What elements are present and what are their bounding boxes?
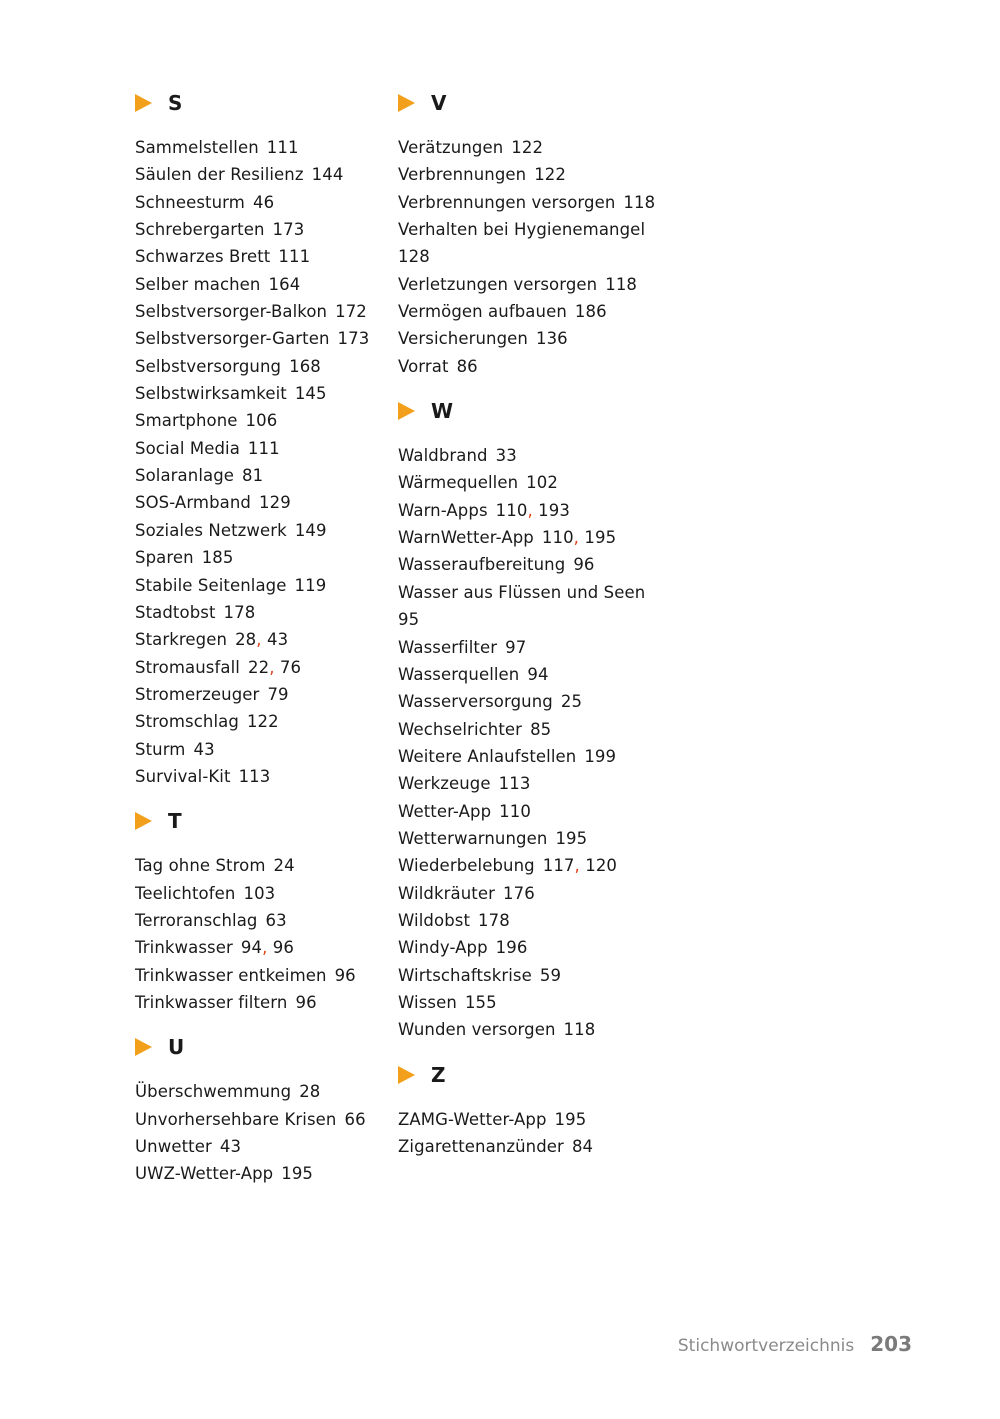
index-term: Sturm bbox=[135, 739, 186, 759]
index-entry bbox=[135, 907, 385, 934]
index-term: Überschwemmung bbox=[135, 1082, 292, 1102]
index-entry bbox=[135, 708, 385, 735]
section-heading-s bbox=[135, 88, 385, 118]
index-entry bbox=[398, 216, 668, 271]
index-page-ref: 111 bbox=[247, 438, 280, 458]
section-gap bbox=[135, 790, 385, 806]
index-entry bbox=[398, 989, 668, 1016]
section-letter: V bbox=[431, 91, 447, 115]
index-term: Trinkwasser filtern bbox=[135, 992, 288, 1012]
index-page-ref: 173 bbox=[337, 329, 370, 349]
index-page-ref: 96 bbox=[334, 965, 356, 985]
index-term: Selber machen bbox=[135, 274, 261, 294]
index-entry bbox=[135, 736, 385, 763]
index-page-ref: 94 bbox=[240, 938, 263, 958]
index-page-ref: 111 bbox=[278, 247, 311, 267]
index-term: Wetterwarnungen bbox=[398, 828, 548, 848]
index-term: Stabile Seitenlage bbox=[135, 575, 287, 595]
section-heading-t bbox=[135, 806, 385, 836]
index-term: Wildkräuter bbox=[398, 883, 496, 903]
index-page-ref: 118 bbox=[563, 1020, 596, 1040]
index-page-ref: 66 bbox=[344, 1109, 366, 1129]
index-term: Windy-App bbox=[398, 938, 488, 958]
footer-section-label: Stichwortverzeichnis bbox=[677, 1336, 855, 1356]
section-heading-v bbox=[398, 88, 668, 118]
index-entry bbox=[398, 716, 668, 743]
index-entry bbox=[135, 243, 385, 270]
index-entry bbox=[398, 798, 668, 825]
index-page-ref: 86 bbox=[456, 356, 478, 376]
index-page-ref: 185 bbox=[201, 548, 234, 568]
index-page-ref: 28 bbox=[299, 1082, 321, 1102]
index-term: Trinkwasser entkeimen bbox=[135, 965, 327, 985]
index-term: Smartphone bbox=[135, 411, 238, 431]
section-letter: Z bbox=[431, 1062, 446, 1087]
index-page-ref: 129 bbox=[259, 493, 291, 513]
index-page-ref: 43 bbox=[266, 630, 289, 650]
play-triangle-icon bbox=[135, 812, 152, 830]
index-entry bbox=[135, 216, 385, 243]
index-entry bbox=[135, 435, 385, 462]
index-term: Stromschlag bbox=[135, 712, 239, 732]
index-entry bbox=[398, 551, 668, 578]
index-term: SOS-Armband bbox=[135, 493, 251, 513]
section-heading-u bbox=[135, 1032, 385, 1062]
section-heading-z bbox=[398, 1060, 668, 1090]
index-entry bbox=[398, 469, 668, 496]
index-entry bbox=[135, 544, 385, 571]
index-term: Schwarzes Brett bbox=[135, 247, 271, 267]
index-page-ref: 96 bbox=[272, 938, 294, 958]
index-entry bbox=[135, 325, 385, 352]
index-entry bbox=[398, 688, 668, 715]
index-entry bbox=[398, 1016, 668, 1043]
index-page-ref: 178 bbox=[478, 910, 510, 930]
index-term: Sparen bbox=[135, 548, 194, 568]
index-term: Werkzeuge bbox=[398, 774, 491, 794]
page-number: 203 bbox=[870, 1332, 912, 1356]
index-entry bbox=[135, 572, 385, 599]
index-term: Zigarettenanzünder bbox=[398, 1137, 564, 1156]
index-page-ref: 110 bbox=[499, 801, 531, 821]
index-entry bbox=[135, 852, 385, 879]
index-term: Wasser aus Flüssen und Seen bbox=[398, 582, 646, 602]
index-entry bbox=[398, 298, 668, 325]
index-entry bbox=[135, 134, 385, 161]
index-entry bbox=[135, 880, 385, 907]
index-page-ref: 149 bbox=[294, 520, 327, 540]
index-term: Wasseraufbereitung bbox=[398, 555, 566, 575]
index-page-ref: 196 bbox=[495, 938, 528, 958]
index-page-ref: 193 bbox=[538, 500, 570, 520]
index-entry bbox=[398, 325, 668, 352]
index-term: Tag ohne Strom bbox=[135, 856, 266, 876]
index-term: Verätzungen bbox=[398, 138, 504, 157]
index-page-ref: 106 bbox=[245, 411, 278, 431]
play-triangle-icon bbox=[398, 1066, 415, 1084]
index-page-ref: 176 bbox=[503, 883, 535, 903]
index-term: Wechselrichter bbox=[398, 719, 523, 739]
index-term: ZAMG-Wetter-App bbox=[398, 1109, 547, 1129]
index-page-ref: 33 bbox=[495, 446, 517, 466]
index-page-ref: 46 bbox=[252, 192, 275, 212]
section-letter: U bbox=[168, 1035, 185, 1060]
index-page-ref: 128 bbox=[398, 247, 430, 267]
index-page-ref: 84 bbox=[571, 1137, 594, 1156]
index-term: Vermögen aufbauen bbox=[398, 302, 567, 322]
index-term: Wirtschaftskrise bbox=[398, 965, 532, 985]
index-page-ref: 96 bbox=[295, 992, 317, 1012]
index-entry bbox=[135, 380, 385, 407]
index-entry bbox=[398, 907, 668, 934]
index-entry bbox=[398, 852, 668, 879]
page-separator-comma: , bbox=[573, 528, 585, 548]
index-entry bbox=[398, 442, 668, 469]
index-entry bbox=[398, 661, 668, 688]
index-term: UWZ-Wetter-App bbox=[135, 1164, 274, 1184]
index-entry bbox=[135, 989, 385, 1016]
index-entry bbox=[398, 770, 668, 797]
section-letter: T bbox=[168, 809, 182, 834]
index-page-ref: 164 bbox=[268, 274, 301, 294]
index-term: Starkregen bbox=[135, 630, 228, 650]
index-term: Unwetter bbox=[135, 1137, 212, 1156]
index-entry bbox=[135, 1106, 385, 1133]
index-page-ref: 144 bbox=[311, 165, 344, 185]
index-term: Wetter-App bbox=[398, 801, 492, 821]
index-page-ref: 110 bbox=[541, 528, 574, 548]
index-term: Stromerzeuger bbox=[135, 684, 260, 704]
index-page-ref: 155 bbox=[464, 992, 497, 1012]
index-term: Wasserquellen bbox=[398, 664, 520, 684]
index-page-ref: 199 bbox=[584, 746, 617, 766]
page-separator-comma: , bbox=[574, 856, 586, 876]
index-term: Wiederbelebung bbox=[398, 856, 535, 876]
index-term: Wildobst bbox=[398, 910, 471, 930]
index-term: Wärmequellen bbox=[398, 473, 519, 493]
index-page-ref: 59 bbox=[539, 965, 562, 985]
index-term: Säulen der Resilienz bbox=[135, 165, 304, 185]
section-heading-w bbox=[398, 396, 668, 426]
index-term: Trinkwasser bbox=[135, 938, 233, 958]
index-term: Social Media bbox=[135, 438, 240, 458]
index-page-ref: 117 bbox=[542, 856, 575, 876]
index-entry bbox=[398, 634, 668, 661]
index-page-ref: 43 bbox=[219, 1137, 242, 1156]
play-triangle-icon bbox=[398, 94, 415, 112]
index-page-ref: 25 bbox=[560, 692, 583, 712]
index-term: Waldbrand bbox=[398, 446, 488, 466]
index-entry bbox=[398, 353, 668, 380]
index-entry bbox=[135, 462, 385, 489]
index-page-ref: 118 bbox=[623, 192, 656, 212]
index-entry bbox=[135, 934, 385, 961]
index-entry bbox=[135, 654, 385, 681]
index-page-ref: 97 bbox=[505, 637, 527, 657]
play-triangle-icon bbox=[398, 402, 415, 420]
index-entry bbox=[398, 189, 668, 216]
index-page-ref: 120 bbox=[585, 856, 618, 876]
index-entry bbox=[135, 353, 385, 380]
index-page-ref: 145 bbox=[294, 384, 327, 404]
index-entry bbox=[135, 763, 385, 790]
index-page-ref: 102 bbox=[526, 473, 558, 493]
index-entry bbox=[135, 298, 385, 325]
index-page-ref: 94 bbox=[527, 664, 549, 684]
page-separator-comma: , bbox=[256, 630, 267, 650]
index-entry bbox=[135, 1160, 385, 1187]
index-page-ref: 24 bbox=[273, 856, 295, 876]
index-entry bbox=[135, 1133, 385, 1160]
index-entry bbox=[135, 189, 385, 216]
index-entry bbox=[135, 626, 385, 653]
section-gap bbox=[398, 380, 668, 396]
index-term: Selbstversorger-Balkon bbox=[135, 302, 328, 322]
index-page-ref: 96 bbox=[573, 555, 595, 575]
index-term: Wissen bbox=[398, 992, 457, 1012]
index-term: Wasserfilter bbox=[398, 637, 498, 657]
index-term: Stromausfall bbox=[135, 657, 240, 677]
index-term: Versicherungen bbox=[398, 329, 528, 349]
index-term: Verbrennungen versorgen bbox=[398, 192, 616, 212]
play-triangle-icon bbox=[135, 94, 152, 112]
section-gap bbox=[398, 1044, 668, 1060]
index-term: Schneesturm bbox=[135, 192, 245, 212]
index-term: Selbstversorgung bbox=[135, 356, 282, 376]
index-page-ref: 195 bbox=[281, 1164, 314, 1184]
index-page-ref: 28 bbox=[235, 630, 257, 650]
index-page-ref: 81 bbox=[242, 466, 264, 486]
index-page-ref: 111 bbox=[266, 138, 299, 157]
index-entry bbox=[135, 161, 385, 188]
index-page-ref: 195 bbox=[584, 528, 617, 548]
index-entry bbox=[398, 934, 668, 961]
index-entry bbox=[135, 407, 385, 434]
index-term: Weitere Anlaufstellen bbox=[398, 746, 577, 766]
index-entry bbox=[135, 962, 385, 989]
index-term: Verbrennungen bbox=[398, 165, 527, 185]
page-separator-comma: , bbox=[269, 657, 280, 677]
index-entry bbox=[398, 1133, 668, 1160]
index-term: Soziales Netzwerk bbox=[135, 520, 287, 540]
index-page-ref: 22 bbox=[248, 657, 270, 677]
index-page-ref: 168 bbox=[289, 356, 321, 376]
index-entry bbox=[398, 161, 668, 188]
index-entry bbox=[398, 1106, 668, 1133]
index-entry bbox=[135, 681, 385, 708]
index-term: Unvorhersehbare Krisen bbox=[135, 1109, 337, 1129]
index-page-ref: 110 bbox=[495, 500, 528, 520]
index-page-ref: 195 bbox=[555, 828, 588, 848]
index-term: Selbstversorger-Garten bbox=[135, 329, 330, 349]
play-triangle-icon bbox=[135, 1038, 152, 1056]
index-page-ref: 85 bbox=[530, 719, 552, 739]
index-term: Sammelstellen bbox=[135, 138, 259, 157]
index-entry bbox=[135, 599, 385, 626]
page-separator-comma: , bbox=[527, 500, 539, 520]
index-entry bbox=[135, 271, 385, 298]
index-page-ref: 103 bbox=[243, 883, 276, 903]
index-entry bbox=[398, 134, 668, 161]
index-page-ref: 173 bbox=[272, 220, 305, 240]
index-page-ref: 118 bbox=[605, 274, 638, 294]
index-entry bbox=[398, 825, 668, 852]
index-page-ref: 172 bbox=[335, 302, 367, 322]
index-column-right bbox=[398, 88, 668, 1160]
index-page-ref: 136 bbox=[535, 329, 568, 349]
index-term: WarnWetter-App bbox=[398, 528, 534, 548]
index-term: Vorrat bbox=[398, 356, 449, 376]
index-term: Terroranschlag bbox=[135, 910, 258, 930]
index-page-ref: 79 bbox=[267, 684, 289, 704]
index-term: Schrebergarten bbox=[135, 220, 265, 240]
index-entry bbox=[398, 524, 668, 551]
index-page-ref: 122 bbox=[534, 165, 566, 185]
index-entry bbox=[398, 880, 668, 907]
index-entry bbox=[398, 497, 668, 524]
index-page-ref: 113 bbox=[238, 766, 271, 786]
index-entry bbox=[398, 743, 668, 770]
index-entry bbox=[135, 517, 385, 544]
index-page-ref: 76 bbox=[279, 657, 302, 677]
index-page-ref: 95 bbox=[398, 610, 420, 630]
section-gap bbox=[135, 1016, 385, 1032]
page-separator-comma: , bbox=[262, 938, 273, 958]
section-letter: W bbox=[431, 399, 454, 424]
index-page-ref: 43 bbox=[193, 739, 215, 759]
index-page-ref: 178 bbox=[223, 602, 256, 622]
index-term: Selbstwirksamkeit bbox=[135, 384, 287, 404]
index-page-ref: 63 bbox=[265, 910, 287, 930]
index-page-ref: 195 bbox=[554, 1109, 587, 1129]
index-term: Teelichtofen bbox=[135, 883, 236, 903]
index-page-ref: 119 bbox=[294, 575, 327, 595]
index-term: Solaranlage bbox=[135, 466, 235, 486]
index-term: Stadtobst bbox=[135, 602, 216, 622]
index-entry bbox=[135, 489, 385, 516]
index-page-ref: 113 bbox=[498, 774, 531, 794]
index-page-ref: 122 bbox=[246, 712, 279, 732]
section-letter: S bbox=[168, 91, 183, 115]
index-page-ref: 122 bbox=[511, 138, 544, 157]
index-entry bbox=[398, 579, 668, 634]
index-term: Verhalten bei Hygienemangel bbox=[398, 220, 646, 240]
index-entry bbox=[135, 1078, 385, 1105]
index-entry bbox=[398, 962, 668, 989]
page-footer bbox=[678, 1332, 912, 1356]
index-term: Warn-Apps bbox=[398, 500, 488, 520]
index-column-left bbox=[135, 88, 385, 1188]
index-entry bbox=[398, 271, 668, 298]
index-page-ref: 186 bbox=[574, 302, 607, 322]
index-term: Verletzungen versorgen bbox=[398, 274, 598, 294]
index-term: Survival-Kit bbox=[135, 766, 231, 786]
index-term: Wasserversorgung bbox=[398, 692, 553, 712]
index-term: Wunden versorgen bbox=[398, 1020, 556, 1040]
